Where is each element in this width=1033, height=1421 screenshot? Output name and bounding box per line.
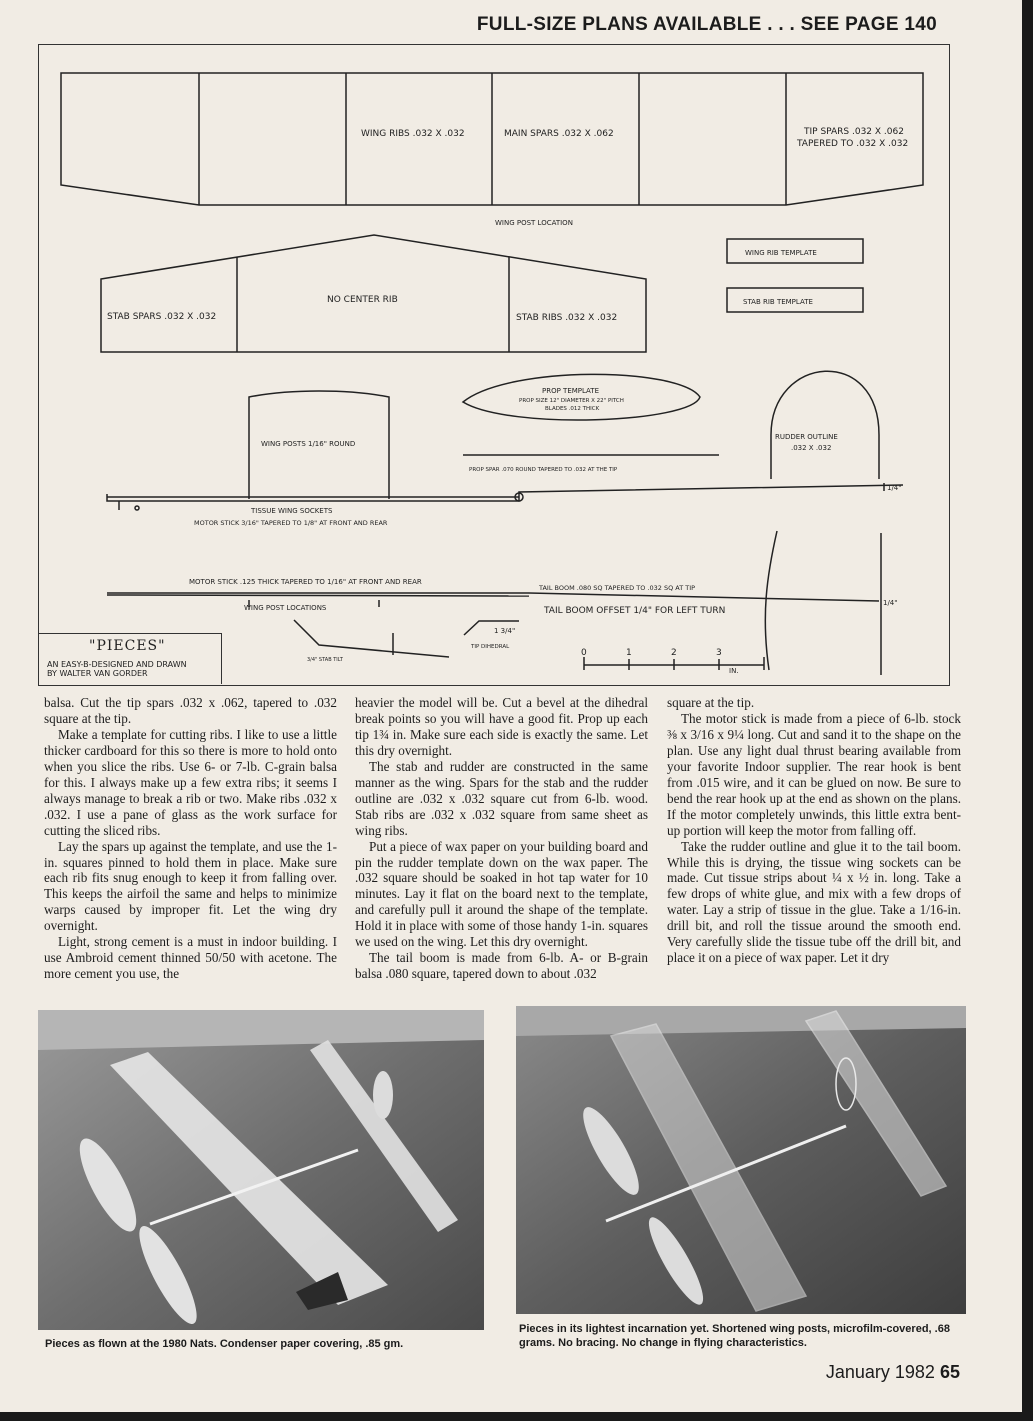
scale-label-0: 0 [581, 648, 587, 658]
title-block [39, 633, 222, 684]
col3-para-2: The motor stick is made from a piece of 6-lb. stock ⅜ x 3/16 x 9¼ long. Cut and sand it to the shape on the plan. Use any light dual thrust bearing available from your favorite Indoor supplier. The rear hook is bent from .015 wire, and it can be glued on now. Be sure to bend the rear hook up at the end as shown on the plans. If the motor completely unwinds, this little extra bent-up portion will keep the motor from falling off. [667, 710, 961, 838]
label-tip-dihedral: TIP DIHEDRAL [471, 644, 510, 650]
label-tissue-wing-sockets: TISSUE WING SOCKETS [251, 507, 333, 515]
label-tip-spars-1: TIP SPARS .032 X .062 [804, 127, 904, 137]
label-prop-size: PROP SIZE 12" DIAMETER X 22" PITCH [519, 398, 624, 404]
stab-outline [101, 235, 646, 352]
motor-stick-side [107, 485, 903, 501]
label-stab-rib-template: STAB RIB TEMPLATE [743, 298, 813, 306]
scale-label-1: 1 [626, 648, 632, 658]
label-stab-spars: STAB SPARS .032 X .032 [107, 312, 217, 322]
col1-para-4: Light, strong cement is a must in indoor building. I use Ambroid cement thinned 50/50 with acetone. The more cement you use, the [44, 934, 337, 982]
plans-drawing [38, 44, 950, 686]
label-wing-post-locations: WING POST LOCATIONS [244, 604, 327, 612]
label-prop-spar: PROP SPAR .070 ROUND TAPERED TO .032 AT THE TIP [469, 467, 618, 473]
byline-line-2: BY WALTER VAN GORDER [47, 669, 148, 678]
col1-para-3: Lay the spars up against the template, and use the 1-in. squares pinned to hold them in place. Make sure each rib fits snug enough to keep it from falling over. This keeps the airfoil the same and helps to minimize warps caused by improper fit. Let the wing dry overnight. [44, 838, 337, 934]
label-rudder-outline-1: RUDDER OUTLINE [775, 433, 838, 441]
scale-label-unit: IN. [729, 667, 739, 675]
plans-svg [39, 45, 949, 685]
page-footer [826, 1362, 960, 1383]
caption-right: Pieces in its lightest incarnation yet. Shortened wing posts, microfilm-covered, .68 grams. No bracing. No change in flying characteristics. [519, 1323, 950, 1349]
article-column-1 [44, 695, 337, 982]
label-no-center-rib: NO CENTER RIB [327, 295, 398, 305]
label-prop-template: PROP TEMPLATE [542, 387, 600, 395]
col2-para-3: Put a piece of wax paper on your building board and pin the rudder template down on the wax paper. The .032 square should be soaked in hot tap water for 10 minutes. Lay it flat on the board next to the template, and carefully pull it around the shape of the template. Hold it in place with some of those handy 1-in. squares we used on the wing. Let this dry overnight. [355, 838, 648, 950]
col3-para-1: square at the tip. [667, 695, 755, 710]
caption-left: Pieces as flown at the 1980 Nats. Condenser paper covering, .85 gm. [45, 1338, 404, 1350]
label-stab-ribs: STAB RIBS .032 X .032 [516, 313, 618, 323]
label-wing-posts: WING POSTS 1/16" ROUND [261, 440, 356, 448]
label-main-spars: MAIN SPARS .032 X .062 [504, 129, 614, 139]
label-blades: BLADES .012 THICK [545, 406, 600, 412]
label-rudder-outline-2: .032 X .032 [791, 444, 832, 452]
page-header: FULL-SIZE PLANS AVAILABLE . . . SEE PAGE 140 [476, 14, 937, 35]
label-quarter-1: 1/4" [887, 484, 902, 492]
photo-microfilm [516, 1006, 966, 1314]
scale-label-2: 2 [671, 648, 677, 658]
label-tip-spars-2: TAPERED TO .032 X .032 [797, 139, 909, 149]
footer-month: January 1982 [825, 1362, 935, 1382]
label-tail-boom-1: TAIL BOOM .080 SQ TAPERED TO .032 SQ AT TIP [539, 584, 696, 592]
label-motor-stick-2: MOTOR STICK .125 THICK TAPERED TO 1/16" AT FRONT AND REAR [189, 578, 422, 586]
col1-para-1: balsa. Cut the tip spars .032 x .062, tapered to .032 square at the tip. [44, 695, 337, 726]
col1-para-2: Make a template for cutting ribs. I like to use a little thicker cardboard for this so there is more to hold onto when you slice the ribs. Use 6- or 7-lb. C-grain balsa for this. I always make up a few extra ribs; it seems I always manage to break a rib or two. Make ribs .032 x .032. I use a pane of glass as the work surface for cutting the sliced ribs. [44, 726, 337, 838]
footer-page-number: 65 [939, 1362, 960, 1382]
plan-byline [47, 660, 217, 678]
dihedral-diagram [294, 620, 449, 657]
label-stab-tilt: 3/4" STAB TILT [307, 657, 343, 663]
article-column-2 [355, 695, 648, 982]
label-tip-dihedral-val: 1 3/4" [494, 627, 516, 635]
plan-title: "PIECES" [89, 638, 166, 654]
rudder-top [765, 531, 777, 670]
col2-para-1: heavier the model will be. Cut a bevel at the dihedral break points so you will have a good fit. Prop up each tip 1¾ in. Make sure each side is exactly the same. Let this dry overnight. [355, 695, 648, 758]
col2-para-4: The tail boom is made from 6-lb. A- or B-grain balsa .080 square, tapered down to about .032 [355, 950, 648, 982]
label-motor-stick-1: MOTOR STICK 3/16" TAPERED TO 1/8" AT FRONT AND REAR [194, 519, 388, 527]
label-quarter-2: 1/4" [883, 599, 898, 607]
label-wing-rib-template: WING RIB TEMPLATE [745, 249, 817, 257]
label-wing-ribs: WING RIBS .032 X .032 [361, 129, 465, 139]
byline-line-1: AN EASY-B-DESIGNED AND DRAWN [47, 660, 187, 669]
photo-1980-nats [38, 1010, 484, 1330]
scale-label-3: 3 [716, 648, 722, 658]
label-wing-post-location: WING POST LOCATION [495, 219, 573, 227]
label-tail-boom-2: TAIL BOOM OFFSET 1/4" FOR LEFT TURN [544, 606, 726, 616]
article-column-3 [667, 695, 961, 966]
col3-para-3: Take the rudder outline and glue it to the tail boom. While this is drying, the tissue wing sockets can be made. Cut tissue strips about ¼ x ½ in. long. Take a few drops of white glue, and mix with a few drops of water. Lay a strip of tissue in the glue. Take a 1/16-in. drill bit, and roll the tissue around the smooth end. Very carefully slide the tissue tube off the drill bit, and place it on a piece of wax paper. Let it dry [667, 838, 961, 966]
rudder-outline [771, 371, 879, 479]
col2-para-2: The stab and rudder are constructed in the same manner as the wing. Spars for the stab and the rudder outline are .032 x .032 square cut from 6-lb. wood. Stab ribs are .032 x .032 square from same sheet as wing ribs. [355, 758, 648, 838]
